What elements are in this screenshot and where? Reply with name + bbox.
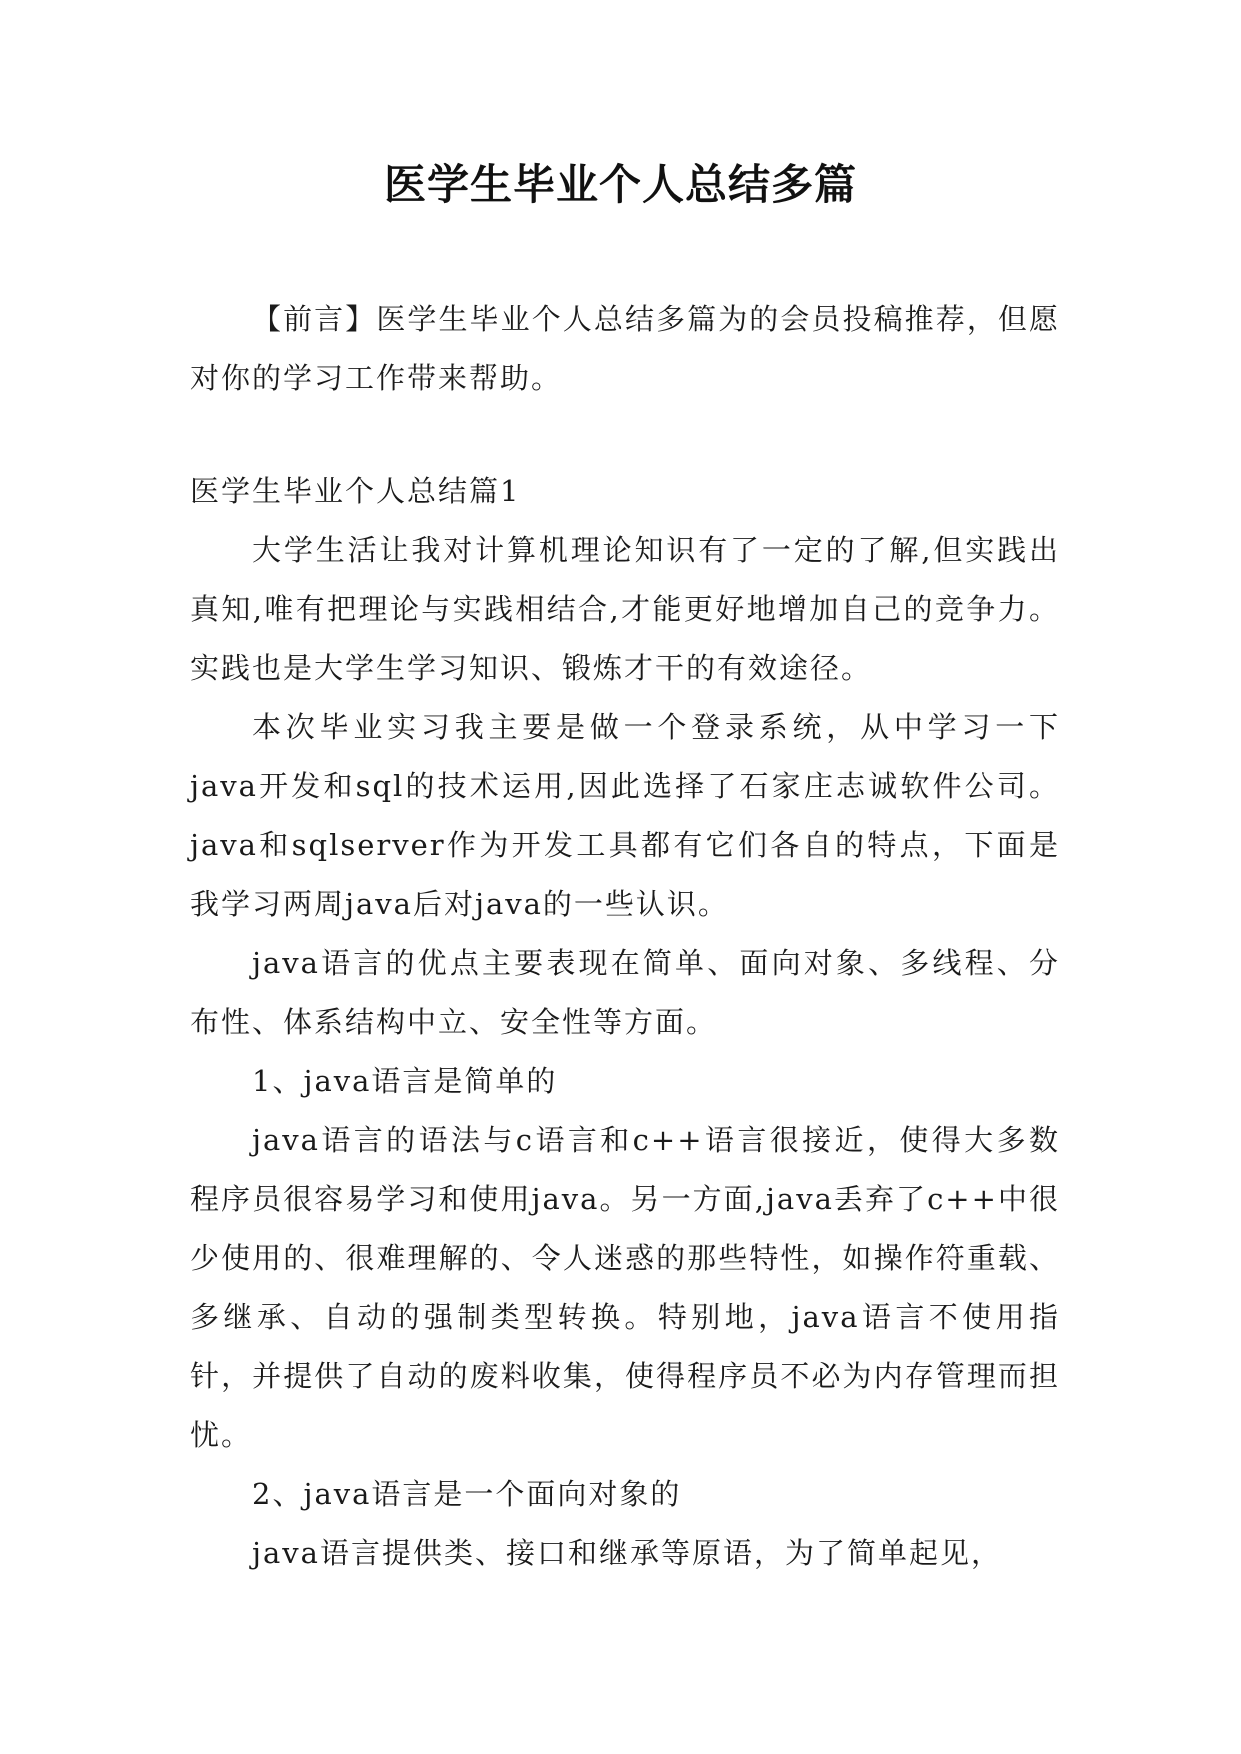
subheading: 2、java语言是一个面向对象的 xyxy=(252,1477,682,1511)
document-title: 医学生毕业个人总结多篇 xyxy=(383,160,857,209)
body-paragraph: 本次毕业实习我主要是做一个登录系统，从中学习一下java开发和sql的技术运用,因此选择了石家庄志诚软件公司。java和sqlserver作为开发工具都有它们各自的特点，下面是我学习两周java后对java的一些认识。 xyxy=(190,710,1060,921)
body-paragraph: java语言提供类、接口和继承等原语，为了简单起见， xyxy=(252,1536,1002,1570)
body-paragraph: 大学生活让我对计算机理论知识有了一定的了解,但实践出真知,唯有把理论与实践相结合,才能更好地增加自己的竞争力。实践也是大学生学习知识、锻炼才干的有效途径。 xyxy=(190,533,1060,685)
subheading: 1、java语言是简单的 xyxy=(252,1064,558,1098)
preface-paragraph: 【前言】医学生毕业个人总结多篇为的会员投稿推荐，但愿对你的学习工作带来帮助。 xyxy=(190,302,1060,395)
body-paragraph: java语言的语法与c语言和c++语言很接近，使得大多数程序员很容易学习和使用java。另一方面,java丢弃了c++中很少使用的、很难理解的、令人迷惑的那些特性，如操作符重载、多继承、自动的强制类型转换。特别地，java语言不使用指针，并提供了自动的废料收集，使得程序员不必为内存管理而担忧。 xyxy=(190,1123,1060,1452)
section-title: 医学生毕业个人总结篇1 xyxy=(190,474,521,508)
document-body xyxy=(190,290,1060,1583)
body-paragraph: java语言的优点主要表现在简单、面向对象、多线程、分布性、体系结构中立、安全性等方面。 xyxy=(190,946,1060,1039)
